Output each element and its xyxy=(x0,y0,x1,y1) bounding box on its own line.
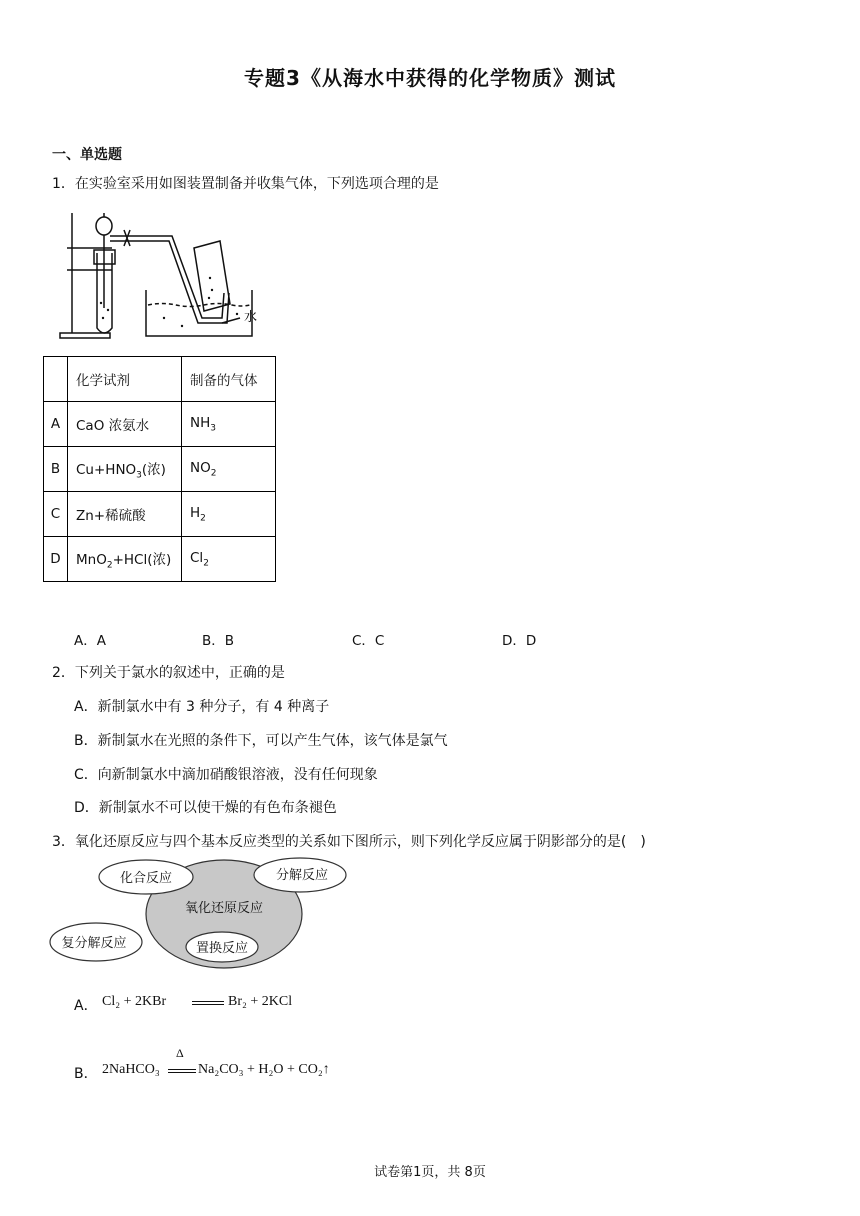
gas-formula: Cl xyxy=(190,549,204,566)
reagent-cell xyxy=(68,447,182,492)
gas-subscript: 2 xyxy=(203,558,209,569)
option-a[interactable]: A．新制氯水中有 3 种分子，有 4 种离子 xyxy=(74,699,330,715)
table-header-cell: 制备的气体 xyxy=(182,357,276,402)
option-b[interactable]: B．新制氯水在光照的条件下，可以产生气体，该气体是氯气 xyxy=(74,733,448,749)
gas-cell xyxy=(182,492,276,537)
question-1-options xyxy=(74,629,774,649)
row-key: B xyxy=(44,447,68,492)
question-3-stem: 3．氧化还原反应与四个基本反应类型的关系如下图所示，则下列化学反应属于阴影部分的是( ) xyxy=(52,834,646,850)
reagent-formula: MnO xyxy=(76,551,107,568)
equals-sign xyxy=(168,1069,196,1073)
table-row xyxy=(44,537,276,582)
gas-formula: H xyxy=(190,504,201,521)
page-footer: 试卷第1页，共 8页 xyxy=(374,1165,486,1180)
equation-rhs: Na₂CO₃ + H₂O + CO₂↑ xyxy=(198,1062,330,1077)
equals-sign xyxy=(192,1001,224,1005)
heat-condition: Δ xyxy=(176,1046,184,1060)
row-key: A xyxy=(44,402,68,447)
question-2-stem: 2．下列关于氯水的叙述中，正确的是 xyxy=(52,665,285,681)
gas-cell xyxy=(182,447,276,492)
q3-option-a[interactable] xyxy=(74,994,474,1016)
option-c[interactable]: C．向新制氯水中滴加硝酸银溶液，没有任何现象 xyxy=(74,767,378,783)
table-header-row xyxy=(44,357,276,402)
table-row xyxy=(44,492,276,537)
section-heading: 一、单选题 xyxy=(52,147,122,163)
decomposition-label: 分解反应 xyxy=(275,868,329,883)
gas-formula: NH xyxy=(190,414,211,431)
option-label: B． xyxy=(74,1066,98,1082)
option-c[interactable]: C．C xyxy=(352,633,385,649)
option-b[interactable]: B．B xyxy=(202,633,235,649)
reagent-cell: CaO 浓氨水 xyxy=(68,402,182,447)
gas-subscript: 3 xyxy=(210,423,216,434)
table-header-cell: 化学试剂 xyxy=(68,357,182,402)
reagent-cell: Zn+稀硫酸 xyxy=(68,492,182,537)
option-d[interactable]: D．D xyxy=(502,633,537,649)
gas-formula: NO xyxy=(190,459,211,476)
table-row xyxy=(44,402,276,447)
reaction-types-diagram xyxy=(48,856,353,974)
equation-lhs: Cl₂ + 2KBr xyxy=(102,994,167,1009)
equation-lhs: 2NaHCO₃ xyxy=(102,1062,160,1077)
reagent-cell xyxy=(68,537,182,582)
single-replacement-label: 置换反应 xyxy=(195,941,249,956)
gas-cell xyxy=(182,402,276,447)
reagent-subscript: 3 xyxy=(136,470,142,481)
question-1-stem: 1．在实验室采用如图装置制备并收集气体，下列选项合理的是 xyxy=(52,176,439,192)
redox-label: 氧化还原反应 xyxy=(184,901,264,916)
row-key: D xyxy=(44,537,68,582)
q3-option-b[interactable] xyxy=(74,1046,494,1086)
page-title: 专题3《从海水中获得的化学物质》测试 xyxy=(244,66,616,90)
row-key: C xyxy=(44,492,68,537)
reagent-suffix: (浓) xyxy=(141,461,166,478)
option-d[interactable]: D．新制氯水不可以使干燥的有色布条褪色 xyxy=(74,800,337,816)
reagent-formula: Cu+HNO xyxy=(76,461,137,478)
double-replacement-label: 复分解反应 xyxy=(61,936,127,951)
reagent-suffix: +HCl(浓) xyxy=(112,551,172,568)
combination-label: 化合反应 xyxy=(119,871,173,886)
equation-rhs: Br₂ + 2KCl xyxy=(228,994,293,1009)
gas-subscript: 2 xyxy=(210,468,217,479)
option-a[interactable]: A．A xyxy=(74,633,106,649)
table-row xyxy=(44,447,276,492)
gas-subscript: 2 xyxy=(200,513,206,524)
figure-water-label: 水 xyxy=(244,310,258,325)
gas-cell xyxy=(182,537,276,582)
table-header-cell xyxy=(44,357,68,402)
reagent-table xyxy=(43,356,276,582)
reagent-subscript: 2 xyxy=(106,560,113,571)
apparatus-figure xyxy=(52,208,282,343)
option-label: A． xyxy=(74,998,98,1014)
